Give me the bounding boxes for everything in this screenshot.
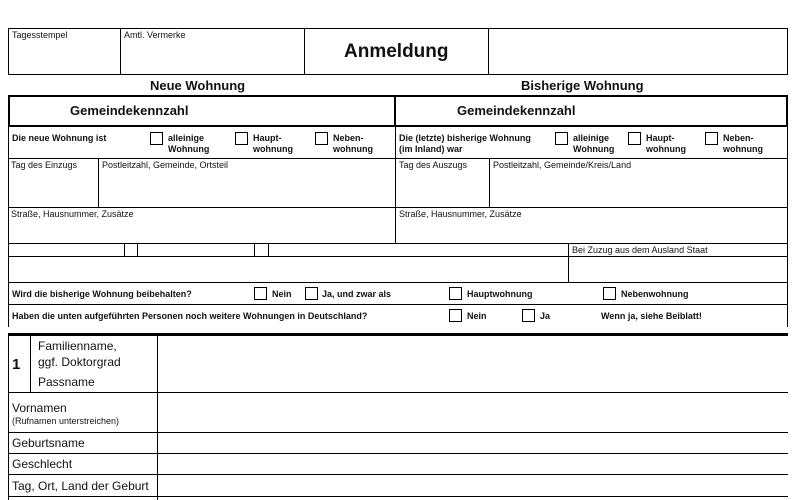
other-residences-no-checkbox[interactable] <box>449 309 462 322</box>
form-title: Anmeldung <box>344 41 449 62</box>
new-residence-heading: Neue Wohnung <box>150 78 246 93</box>
family-name-label-line1: Familienname, <box>38 339 117 353</box>
stamp-label: Tagesstempel <box>12 30 68 40</box>
new-secondary-option-line1: Neben- <box>333 133 364 143</box>
previous-main-residence-checkbox[interactable] <box>628 132 641 145</box>
new-sole-residence-checkbox[interactable] <box>150 132 163 145</box>
new-postal-label: Postleitzahl, Gemeinde, Ortsteil <box>102 160 229 170</box>
birth-name-field[interactable] <box>158 433 788 453</box>
new-main-option-line2: wohnung <box>253 144 293 154</box>
keep-previous-no-checkbox[interactable] <box>254 287 267 300</box>
move-out-date-label: Tag des Auszugs <box>399 160 468 170</box>
other-residences-yes-label: Ja <box>540 311 551 321</box>
previous-community-code-label: Gemeindekennzahl <box>457 103 576 118</box>
gender-label: Geschlecht <box>12 457 73 471</box>
first-names-hint: (Rufnamen unterstreichen) <box>12 416 120 426</box>
birth-date-place-label: Tag, Ort, Land der Geburt <box>12 479 149 493</box>
new-residence-type-question: Die neue Wohnung ist <box>12 133 107 143</box>
family-name-field[interactable] <box>158 336 788 392</box>
new-sole-option-line2: Wohnung <box>168 144 210 154</box>
family-name-label-line2: ggf. Doktorgrad <box>38 355 121 369</box>
move-in-date-label: Tag des Einzugs <box>11 160 78 170</box>
previous-community-code-field[interactable] <box>394 95 788 127</box>
previous-main-option-line2: wohnung <box>646 144 686 154</box>
new-secondary-residence-checkbox[interactable] <box>315 132 328 145</box>
previous-sole-option-line2: Wohnung <box>573 144 615 154</box>
keep-previous-question: Wird die bisherige Wohnung beibehalten? <box>12 289 192 299</box>
keep-previous-no-label: Nein <box>272 289 292 299</box>
see-supplement-note: Wenn ja, siehe Beiblatt! <box>601 311 702 321</box>
new-community-code-label: Gemeindekennzahl <box>70 103 189 118</box>
birth-date-place-field[interactable] <box>158 475 788 496</box>
first-names-field[interactable] <box>158 393 788 432</box>
passport-name-label: Passname <box>38 375 95 389</box>
new-main-residence-checkbox[interactable] <box>235 132 248 145</box>
keep-as-main-checkbox[interactable] <box>449 287 462 300</box>
keep-previous-yes-checkbox[interactable] <box>305 287 318 300</box>
previous-secondary-residence-checkbox[interactable] <box>705 132 718 145</box>
previous-residence-type-question-line2: (im Inland) war <box>399 144 463 154</box>
keep-as-secondary-label: Nebenwohnung <box>621 289 689 299</box>
other-residences-question: Haben die unten aufgeführten Personen noch weitere Wohnungen in Deutschland? <box>12 311 368 321</box>
previous-postal-label: Postleitzahl, Gemeinde/Kreis/Land <box>493 160 632 170</box>
new-sole-option-line1: alleinige <box>168 133 205 143</box>
previous-residence-heading: Bisherige Wohnung <box>521 78 644 93</box>
previous-sole-residence-checkbox[interactable] <box>555 132 568 145</box>
previous-secondary-option-line2: wohnung <box>723 144 763 154</box>
new-street-label: Straße, Hausnummer, Zusätze <box>11 209 134 219</box>
new-community-code-field[interactable] <box>8 95 396 127</box>
birth-name-label: Geburtsname <box>12 436 85 450</box>
official-remarks-label: Amtl. Vermerke <box>124 30 186 40</box>
other-residences-yes-checkbox[interactable] <box>522 309 535 322</box>
new-secondary-option-line2: wohnung <box>333 144 373 154</box>
gender-field[interactable] <box>158 454 788 474</box>
other-residences-no-label: Nein <box>467 311 487 321</box>
person-number: 1 <box>12 356 21 373</box>
keep-previous-yes-label: Ja, und zwar als <box>322 289 392 299</box>
abroad-country-label: Bei Zuzug aus dem Ausland Staat <box>572 245 708 255</box>
keep-as-secondary-checkbox[interactable] <box>603 287 616 300</box>
previous-sole-option-line1: alleinige <box>573 133 610 143</box>
keep-as-main-label: Hauptwohnung <box>467 289 533 299</box>
header-empty-field <box>489 29 787 74</box>
previous-main-option-line1: Haupt- <box>646 133 675 143</box>
previous-secondary-option-line1: Neben- <box>723 133 754 143</box>
previous-street-label: Straße, Hausnummer, Zusätze <box>399 209 522 219</box>
previous-residence-type-question-line1: Die (letzte) bisherige Wohnung <box>399 133 531 143</box>
new-main-option-line1: Haupt- <box>253 133 282 143</box>
first-names-label: Vornamen <box>12 401 67 415</box>
